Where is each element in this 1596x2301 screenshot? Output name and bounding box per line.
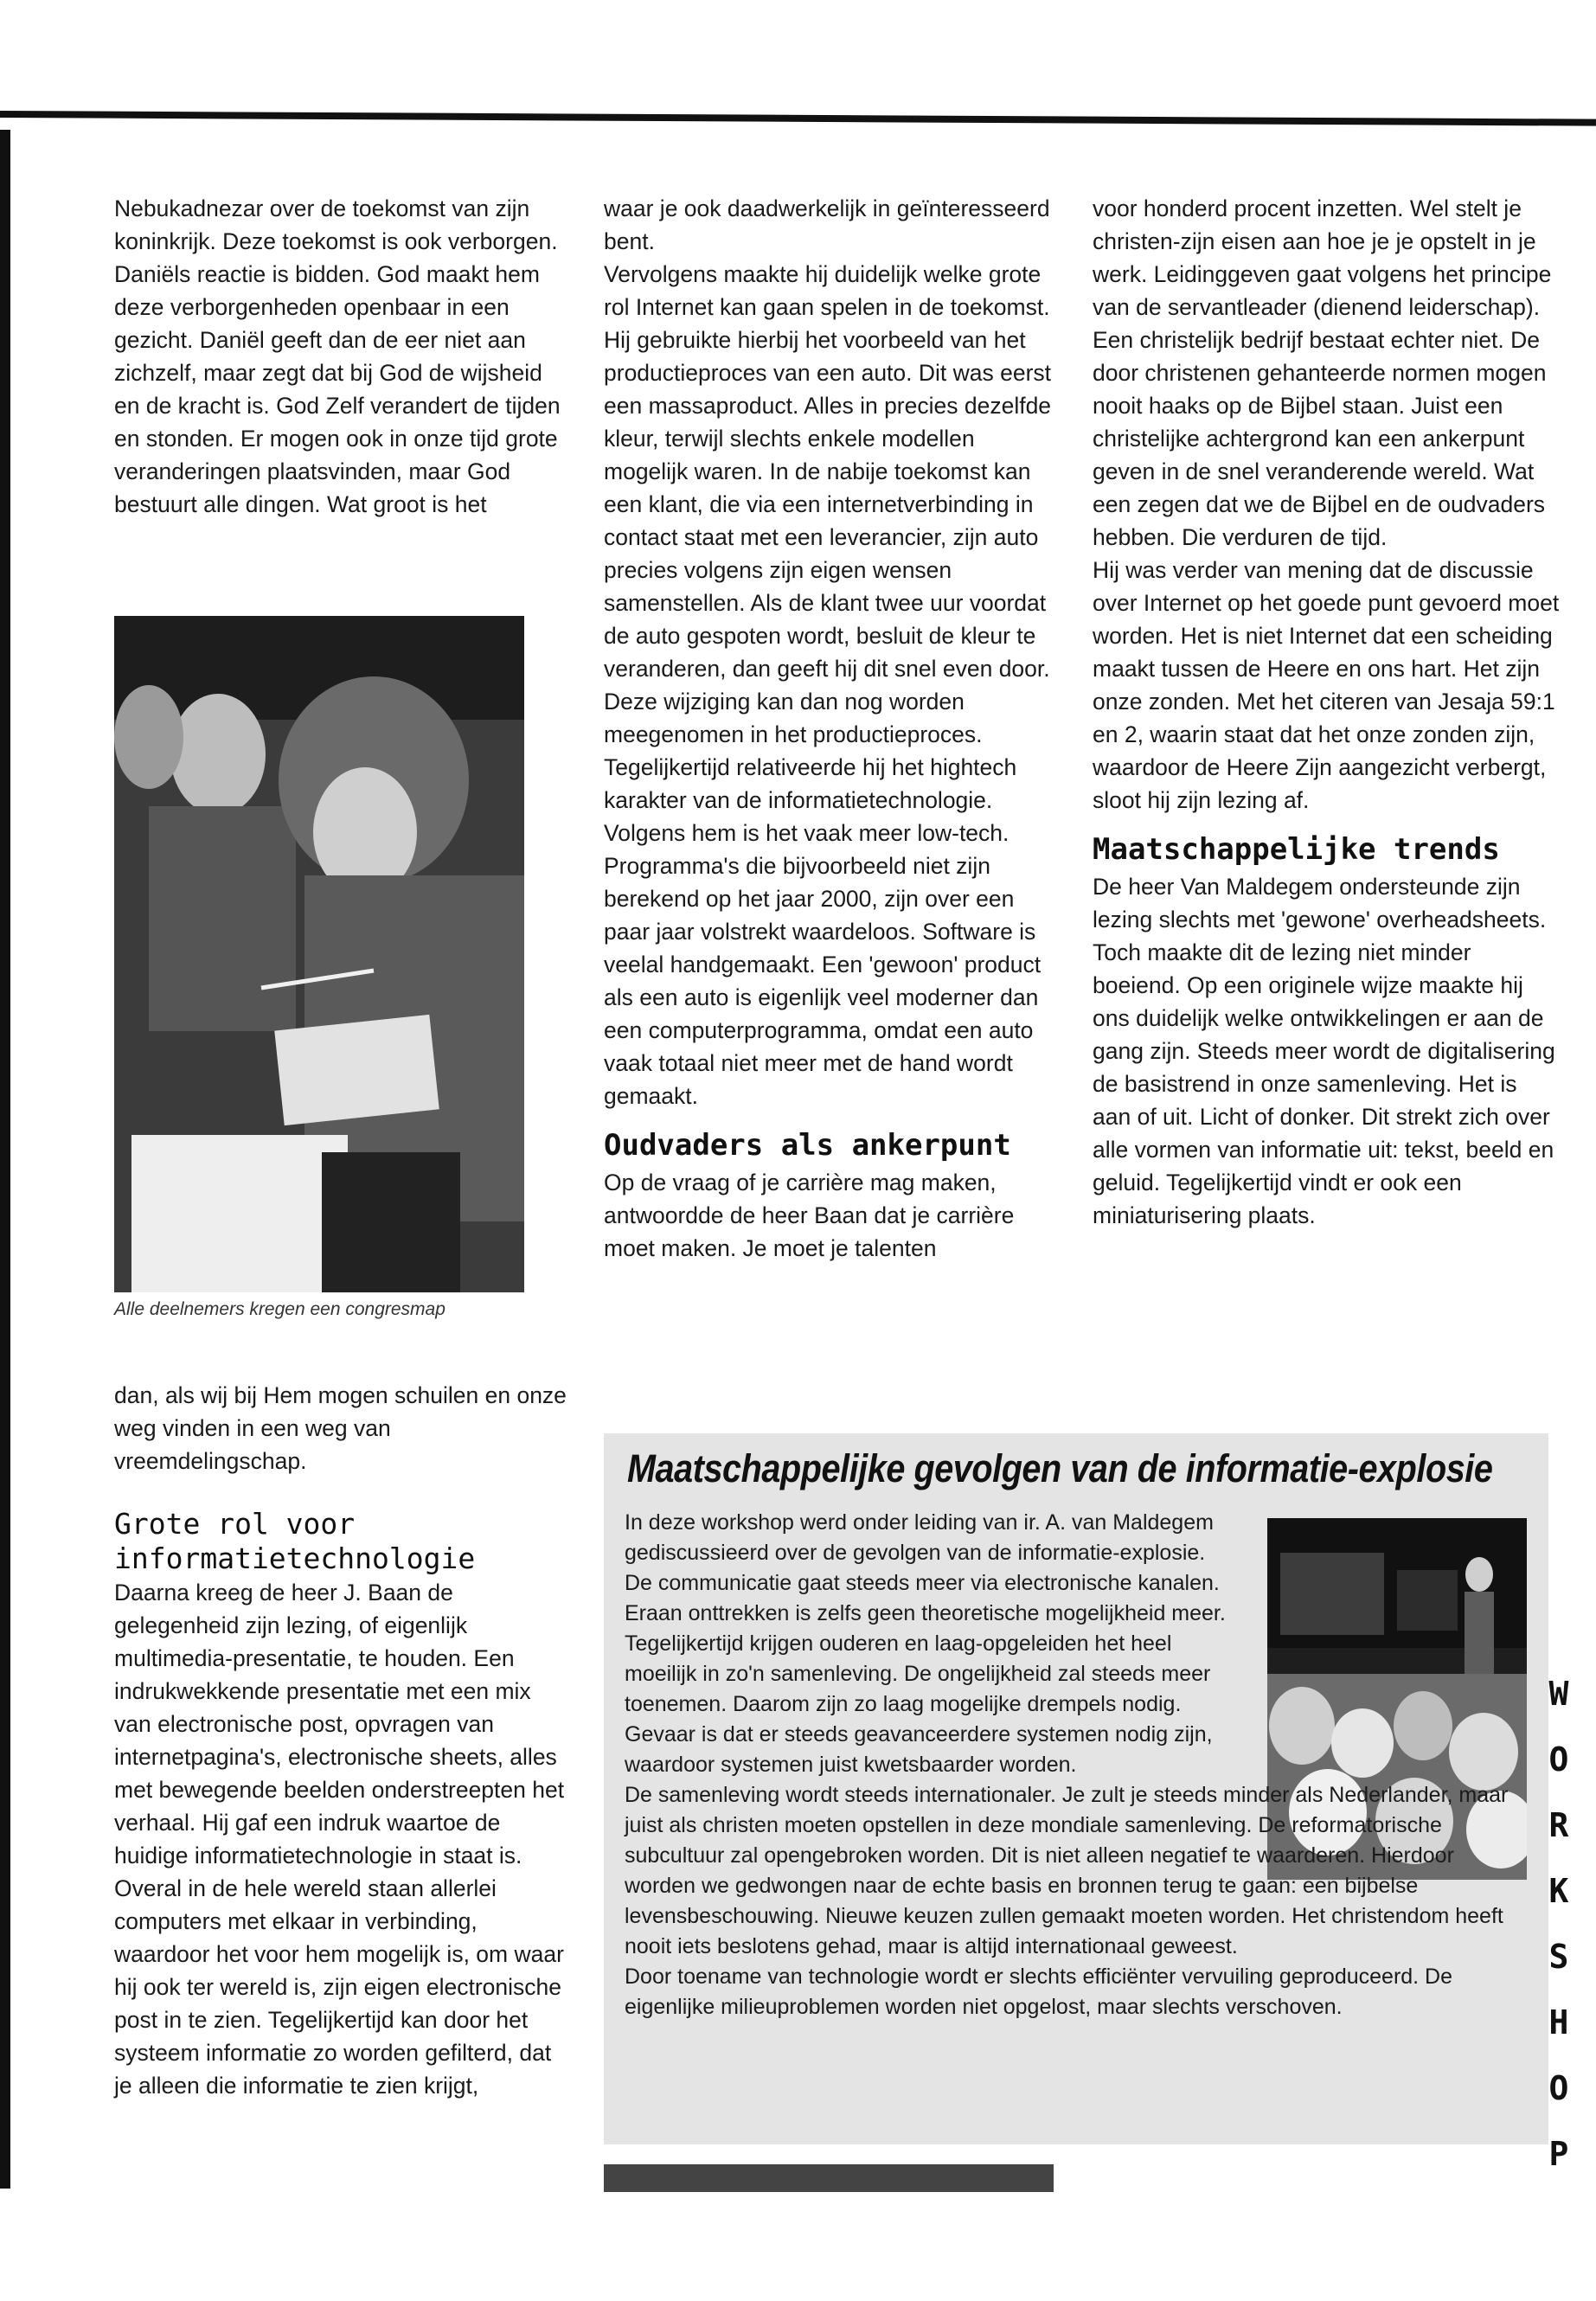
column-2: [604, 192, 1062, 1265]
photo-participants: [114, 616, 524, 1292]
photo-caption: Alle deelnemers kregen een congresmap: [114, 1299, 445, 1319]
page-bottom-margin: [0, 2193, 1596, 2301]
subhead-grote-rol: Grote rol voor informatietechnologie: [114, 1507, 476, 1575]
workshop-paragraph3: Door toename van technologie wordt er slechts efficiënter vervuiling geproduceerd. De eigenlijke milieuproblemen worden niet opgelost, maar slechts verschoven.: [625, 1965, 1453, 2019]
column2-paragraph2: Vervolgens maakte hij duidelijk welke grote rol Internet kan gaan spelen in de toekomst. Hij gebruikte hierbij het voorbeeld van het productieproces van een auto. Dit was eerst een massaproduct. Alles in precies dezelfde kleur, terwijl slechts enkele modellen mogelijk waren. In de nabije toekomst kan een klant, die via een internetverbinding in contact staat met een leverancier, zijn auto precies volgens zijn eigen wensen samenstellen. Als de klant twee uur voordat de auto gespoten wordt, besluit de kleur te veranderen, dan geeft hij dit snel even door. Deze wijziging kan dan nog worden meegenomen in het productieproces.: [604, 261, 1052, 747]
column3-paragraph2: Hij was verder van mening dat de discussie over Internet op het goede punt gevoerd moet worden. Het is niet Internet dat een scheiding maakt tussen de Heere en ons hart. Het zijn onze zonden. Met het citeren van Jesaja 59:1 en 2, waarin staat dat het onze zonden zijn, waardoor de Heere Zijn aangezicht verbergt, sloot hij zijn lezing af.: [1093, 557, 1560, 813]
side-letter: P: [1548, 2135, 1569, 2173]
side-letter: O: [1548, 2069, 1569, 2107]
column1-continuation: dan, als wij bij Hem mogen schuilen en onze weg vinden in een weg van vreemdelingschap.: [114, 1382, 567, 1474]
column-3: [1093, 192, 1560, 1232]
bottom-bar: [604, 2164, 1054, 2192]
column3-paragraph3: De heer Van Maldegem ondersteunde zijn lezing slechts met 'gewone' overheadsheets. Toch maakte dit de lezing niet minder boeiend. Op een originele wijze maakte hij ons duidelijk welke ontwikkelingen er aan de gang zijn. Steeds meer wordt de digitalisering de basistrend in onze samenleving. Het is aan of uit. Licht of donker. Dit strekt zich over alle vormen van informatie uit: tekst, beeld en geluid. Tegelijkertijd vindt er ook een miniaturisering plaats.: [1093, 874, 1555, 1228]
workshop-paragraph2: De samenleving wordt steeds internationaler. Je zult je steeds minder als Nederlander, maar juist als christen moeten opstellen in deze mondiale samenleving. De reformatorische subcultuur zal opengebroken worden. Dit is niet alleen negatief te waarderen. Hierdoor worden we gedwongen naar de echte basis en bronnen terug te gaan: een bijbelse levensbeschouwing. Nieuwe keuzen zullen gemaakt moeten worden. Het christendom heeft nooit iets beslotens gehad, maar is altijd internationaal geweest.: [625, 1783, 1509, 1958]
side-letter: O: [1548, 1740, 1569, 1779]
top-rule: [0, 111, 1596, 126]
column1-paragraph2: Daarna kreeg de heer J. Baan de gelegenheid zijn lezing, of eigenlijk multimedia-presentatie, te houden. Een indrukwekkende presentatie met een mix van electronische post, opvragen van internetpagina's, electronische sheets, alles met bewegende beelden onderstreepten het verhaal. Hij gaf een indruk waartoe de huidige informatietechnologie in staat is. Overal in de hele wereld staan allerlei computers met elkaar in verbinding, waardoor het voor hem mogelijk is, om waar hij ook ter wereld is, zijn eigen electronische post in te zien. Tegelijkertijd kan door het systeem informatie zo worden gefilterd, dat je alleen die informatie te zien krijgt,: [114, 1580, 565, 2099]
subhead-oudvaders: Oudvaders als ankerpunt: [604, 1128, 1011, 1163]
column-1-lower: [114, 1379, 573, 2102]
side-letter: S: [1548, 1938, 1569, 1976]
workshop-text: [625, 1508, 1529, 2022]
side-letter: K: [1548, 1872, 1569, 1910]
side-letter: H: [1548, 2003, 1569, 2041]
left-scan-edge: [0, 130, 10, 2189]
column2-paragraph4: Op de vraag of je carrière mag maken, antwoordde de heer Baan dat je carrière moet maken. Je moet je talenten: [604, 1170, 1015, 1261]
column-1: [114, 192, 564, 521]
workshop-side-label: [1542, 1661, 1576, 2187]
workshop-title: Maatschappelijke gevolgen van de informatie-explosie: [627, 1446, 1493, 1490]
column2-paragraph3: Tegelijkertijd relativeerde hij het hightech karakter van de informatietechnologie. Volgens hem is het vaak meer low-tech. Programma's die bijvoorbeeld niet zijn berekend op het jaar 2000, zijn over een paar jaar volstrekt waardeloos. Software is veelal handgemaakt. Een 'gewoon' product als een auto is eigenlijk veel moderner dan een computerprogramma, omdat een auto vaak totaal niet meer met de hand wordt gemaakt.: [604, 754, 1042, 1109]
column1-paragraph: Nebukadnezar over de toekomst van zijn koninkrijk. Deze toekomst is ook verborgen. Daniëls reactie is bidden. God maakt hem deze verborgenheden openbaar in een gezicht. Daniël geeft dan de eer niet aan zichzelf, maar zegt dat bij God de wijsheid en de kracht is. God Zelf verandert de tijden en stonden. Er mogen ook in onze tijd grote veranderingen plaatsvinden, maar God bestuurt alle dingen. Wat groot is het: [114, 195, 561, 517]
side-letter: W: [1548, 1675, 1569, 1713]
subhead-trends: Maatschappelijke trends: [1093, 832, 1500, 867]
column3-paragraph: voor honderd procent inzetten. Wel stelt je christen-zijn eisen aan hoe je je opstelt in je werk. Leidinggeven gaat volgens het principe van de servantleader (dienend leiderschap). Een christelijk bedrijf bestaat echter niet. De door christenen gehanteerde normen mogen nooit haaks op de Bijbel staan. Juist een christelijke achtergrond kan een ankerpunt geven in de snel veranderende wereld. Wat een zegen dat we de Bijbel en de oudvaders hebben. Die verduren de tijd.: [1093, 195, 1552, 550]
page-top-margin: [0, 0, 1596, 112]
workshop-paragraph: In deze workshop werd onder leiding van ir. A. van Maldegem gediscussieerd over de gevolgen van de informatie-explosie. De communicatie gaat steeds meer via electronische kanalen. Eraan onttrekken is zelfs geen theoretische mogelijkheid meer. Tegelijkertijd krijgen ouderen en laag-opgeleiden het heel moeilijk in zo'n samenleving. De ongelijkheid zal steeds meer toenemen. Daarom zijn zo laag mogelijke drempels nodig. Gevaar is dat er steeds geavanceerdere systemen nodig zijn, waardoor systemen juist kwetsbaarder worden.: [625, 1510, 1226, 1777]
side-letter: R: [1548, 1806, 1569, 1844]
column2-paragraph: waar je ook daadwerkelijk in geïnteresseerd bent.: [604, 195, 1050, 254]
